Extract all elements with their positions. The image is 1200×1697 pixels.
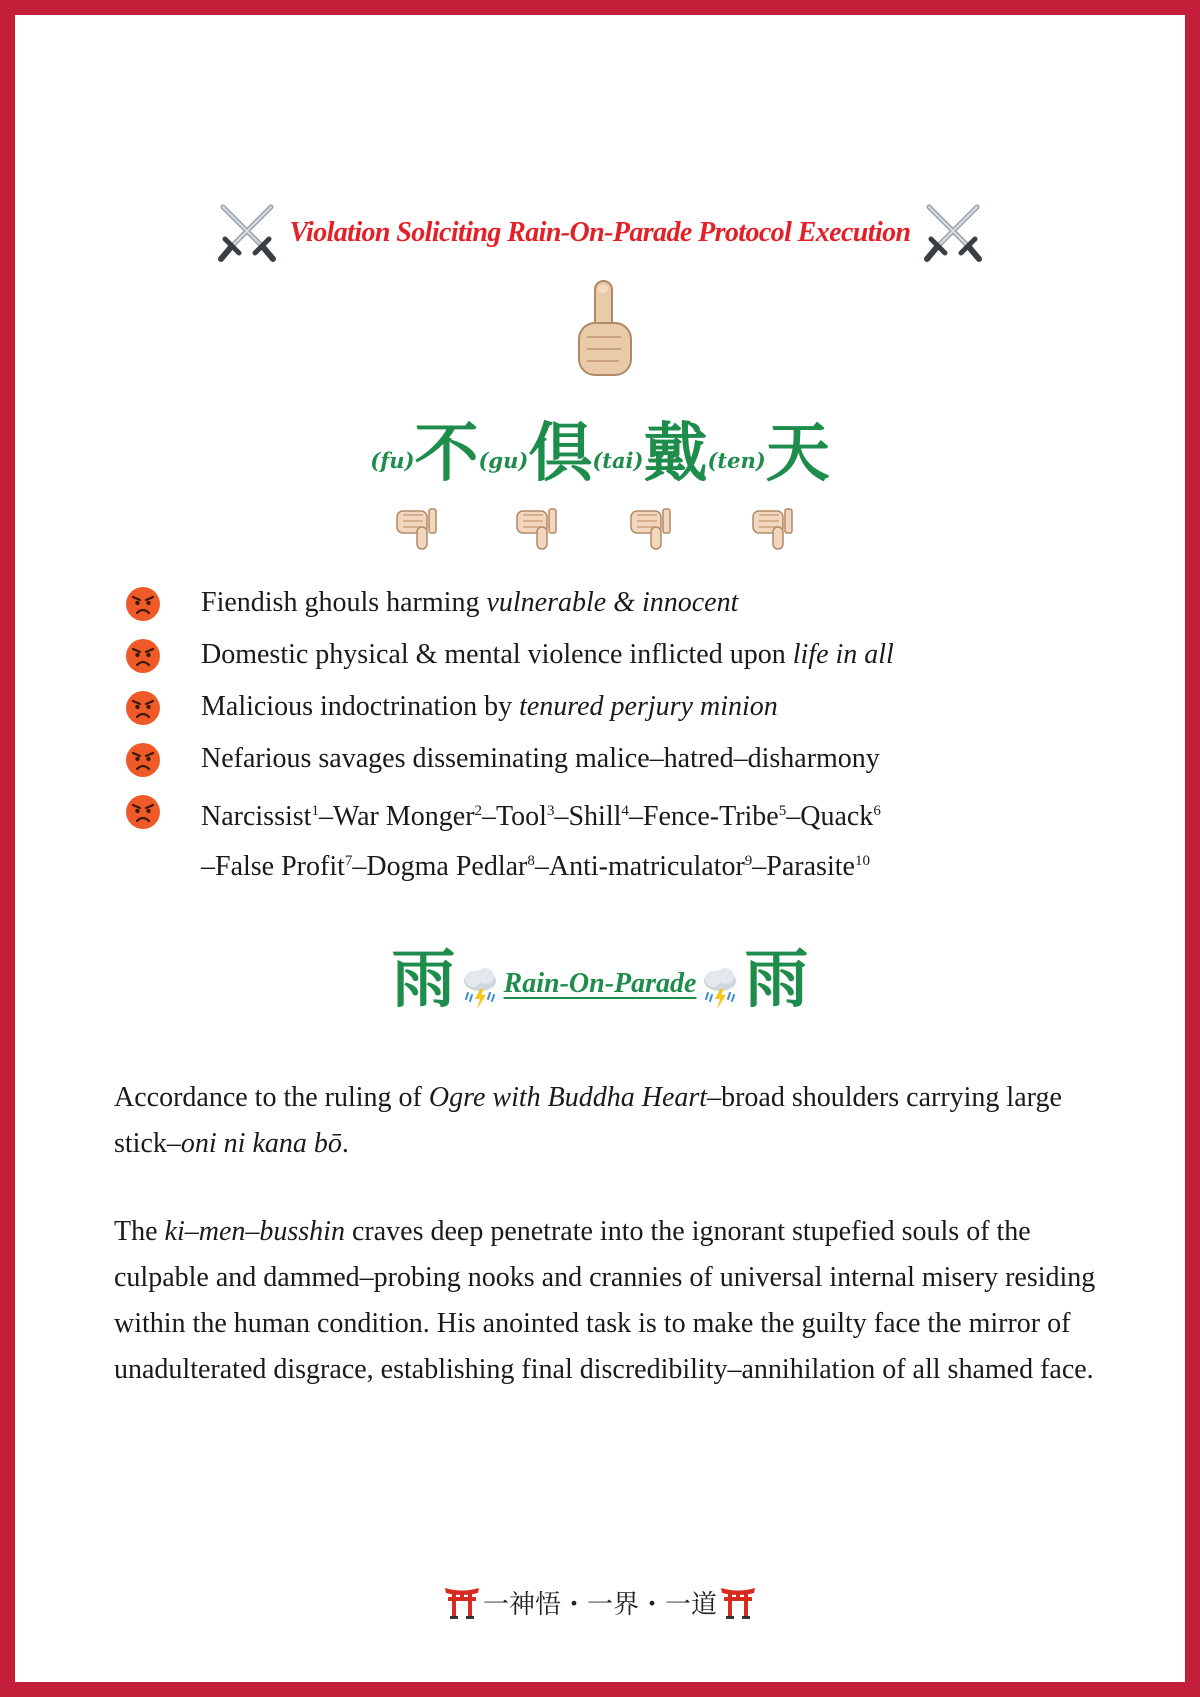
angry-face-icon bbox=[125, 690, 161, 726]
list-item bbox=[125, 681, 1125, 733]
paragraph-text: . bbox=[341, 1128, 349, 1159]
list-item bbox=[125, 733, 1125, 785]
paragraph-emphasis: ki–men–busshin bbox=[164, 1216, 345, 1247]
kanji-reading: (gu) bbox=[478, 448, 529, 473]
rain-heading-text: Rain-On-Parade bbox=[503, 968, 697, 999]
kanji-reading: (fu) bbox=[370, 448, 415, 473]
footnote-number: 8 bbox=[527, 853, 535, 869]
violation-text: Fiendish ghouls harming bbox=[201, 587, 487, 618]
thumbs-down-icon bbox=[627, 503, 673, 553]
shinto-shrine-icon bbox=[443, 1584, 481, 1620]
violator-type: –Anti-matriculator bbox=[534, 851, 745, 882]
violator-type: –Tool bbox=[482, 801, 547, 832]
footer bbox=[15, 1577, 1185, 1627]
kanji-character: 不 bbox=[414, 416, 479, 491]
footnote-number: 4 bbox=[621, 803, 629, 819]
cloud-with-lightning-and-rain-icon bbox=[700, 967, 740, 1011]
paragraph-text: craves deep penetrate into the ignorant stupefied souls of the culpable and dammed–probing nooks and crannies of universal internal misery residing within the human condition. His anointed task is to make the guilty face the mirror of unadulterated disgrace, establishing final discredibility–annihilation of all shamed face. bbox=[114, 1216, 1096, 1385]
angry-face-icon bbox=[125, 742, 161, 778]
violation-text: Nefarious savages disseminating malice–hatred–disharmony bbox=[201, 743, 880, 774]
angry-face-icon bbox=[125, 638, 161, 674]
rain-kanji: 雨 bbox=[744, 942, 809, 1017]
paragraph-ruling bbox=[114, 1075, 1104, 1167]
violator-type: –War Monger bbox=[318, 801, 475, 832]
footnote-number: 9 bbox=[744, 853, 753, 869]
angry-face-icon bbox=[125, 586, 161, 622]
crossed-swords-icon bbox=[917, 197, 989, 269]
list-item bbox=[125, 577, 1125, 629]
footnote-number: 2 bbox=[474, 803, 483, 819]
footnote-number: 5 bbox=[778, 803, 787, 819]
violator-type: –Shill bbox=[554, 801, 622, 832]
cloud-with-lightning-and-rain-icon bbox=[460, 967, 500, 1011]
violation-text: Domestic physical & mental violence inflicted upon bbox=[201, 639, 793, 670]
kanji-character: 天 bbox=[765, 416, 830, 491]
page-title: Violation Soliciting Rain-On-Parade Protocol Execution bbox=[289, 217, 911, 248]
kanji-character: 倶 bbox=[528, 416, 593, 491]
violator-type: –Fence-Tribe bbox=[628, 801, 779, 832]
paragraph-emphasis: oni ni kana bō bbox=[180, 1128, 342, 1159]
shinto-shrine-icon bbox=[719, 1584, 757, 1620]
violation-list bbox=[125, 577, 1125, 837]
list-item bbox=[125, 785, 1125, 837]
footnote-number: 7 bbox=[344, 853, 353, 869]
paragraph-emphasis: Ogre with Buddha Heart bbox=[428, 1082, 708, 1113]
kanji-reading: (ten) bbox=[707, 448, 766, 473]
list-item bbox=[125, 629, 1125, 681]
kanji-reading: (tai) bbox=[592, 448, 644, 473]
index-pointing-up-icon bbox=[565, 277, 643, 381]
violator-types-line2 bbox=[201, 835, 870, 893]
footer-motto: 一神悟・一界・一道 bbox=[482, 1589, 717, 1620]
paragraph-text: Accordance to the ruling of bbox=[114, 1082, 429, 1113]
violation-text: Malicious indoctrination by bbox=[201, 691, 520, 722]
rain-kanji: 雨 bbox=[391, 942, 456, 1017]
thumbs-down-icon bbox=[749, 503, 795, 553]
violator-type: –False Profit bbox=[201, 851, 345, 882]
paragraph-text: –broad shoulders carrying large stick– bbox=[114, 1082, 1062, 1159]
rain-heading bbox=[15, 935, 1185, 1025]
violator-type: –Quack bbox=[786, 801, 874, 832]
paragraph-kimen-busshin bbox=[114, 1209, 1104, 1393]
footnote-number: 10 bbox=[854, 853, 870, 869]
crossed-swords-icon bbox=[211, 197, 283, 269]
footnote-number: 6 bbox=[873, 803, 881, 819]
title-row bbox=[15, 193, 1185, 273]
page bbox=[15, 15, 1185, 1682]
paragraph-text: The bbox=[114, 1216, 165, 1247]
violator-type: –Dogma Pedlar bbox=[352, 851, 528, 882]
kanji-heading bbox=[15, 403, 1185, 493]
thumbs-down-icon bbox=[513, 503, 559, 553]
violation-emphasis: tenured perjury minion bbox=[519, 691, 778, 722]
angry-face-icon bbox=[125, 794, 161, 830]
violator-type: –Parasite bbox=[752, 851, 855, 882]
violator-type: Narcissist bbox=[201, 801, 312, 832]
violation-emphasis: life in all bbox=[792, 639, 894, 670]
violation-emphasis: vulnerable & innocent bbox=[486, 587, 739, 618]
thumbs-down-icon bbox=[393, 503, 439, 553]
footnote-number: 3 bbox=[546, 803, 555, 819]
kanji-character: 戴 bbox=[643, 416, 708, 491]
footnote-number: 1 bbox=[311, 803, 319, 819]
